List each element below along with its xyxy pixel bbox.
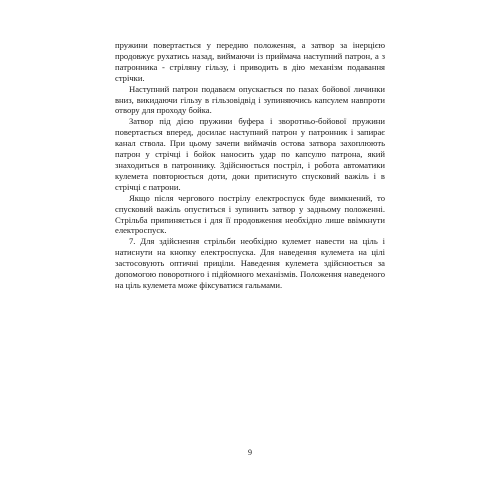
body-text xyxy=(115,40,385,291)
paragraph-2: Наступний патрон подаваєм опускається по пазах бойової личинки вниз, викидаючи гільзу в гільзовідвід і зупиняючись капсулем навпроти отвору для проходу бойка. xyxy=(115,83,385,116)
paragraph-5: 7. Для здійснення стрільби необхідно кулемет навести на ціль і натиснути на кнопку електроспуска. Для наведення кулемета на цілі застосовують оптичні приціли. Наведення кулемета здійснюється за допомогою поворотного і підйомного механізмів. Положення наведеного на ціль кулемета може фіксуватися гальмами. xyxy=(115,236,385,290)
paragraph-4: Якщо після чергового пострілу електроспуск буде вимкнений, то спусковий важіль опуститься і зупинить затвор у задньому положенні. Стрільба припиняється і для її продовження необхідно лише ввімкнути електроспуск. xyxy=(115,192,385,236)
page-number: 9 xyxy=(248,448,252,457)
paragraph-3: Затвор під дією пружини буфера і зворотньо-бойової пружини повертається вперед, досилає наступний патрон у патронник і запирає канал ствола. При цьому зачепи виймачів остова затвора захоплюють патрон у стрічці і бойок наносить удар по капсулю патрона, який знаходиться в патроннику. Здійснюється постріл, і робота автоматики кулемета повторюється доти, доки притиснуто спусковий важіль і в стрічці є патрони. xyxy=(115,116,385,192)
paragraph-1: пружини повертається у передню положення, а затвор за інерцією продовжує рухатись назад, виймаючи із приймача наступний патрон, а з патронника - стріляну гільзу, і приводить в дію механізм подавання стрічки. xyxy=(115,40,385,83)
